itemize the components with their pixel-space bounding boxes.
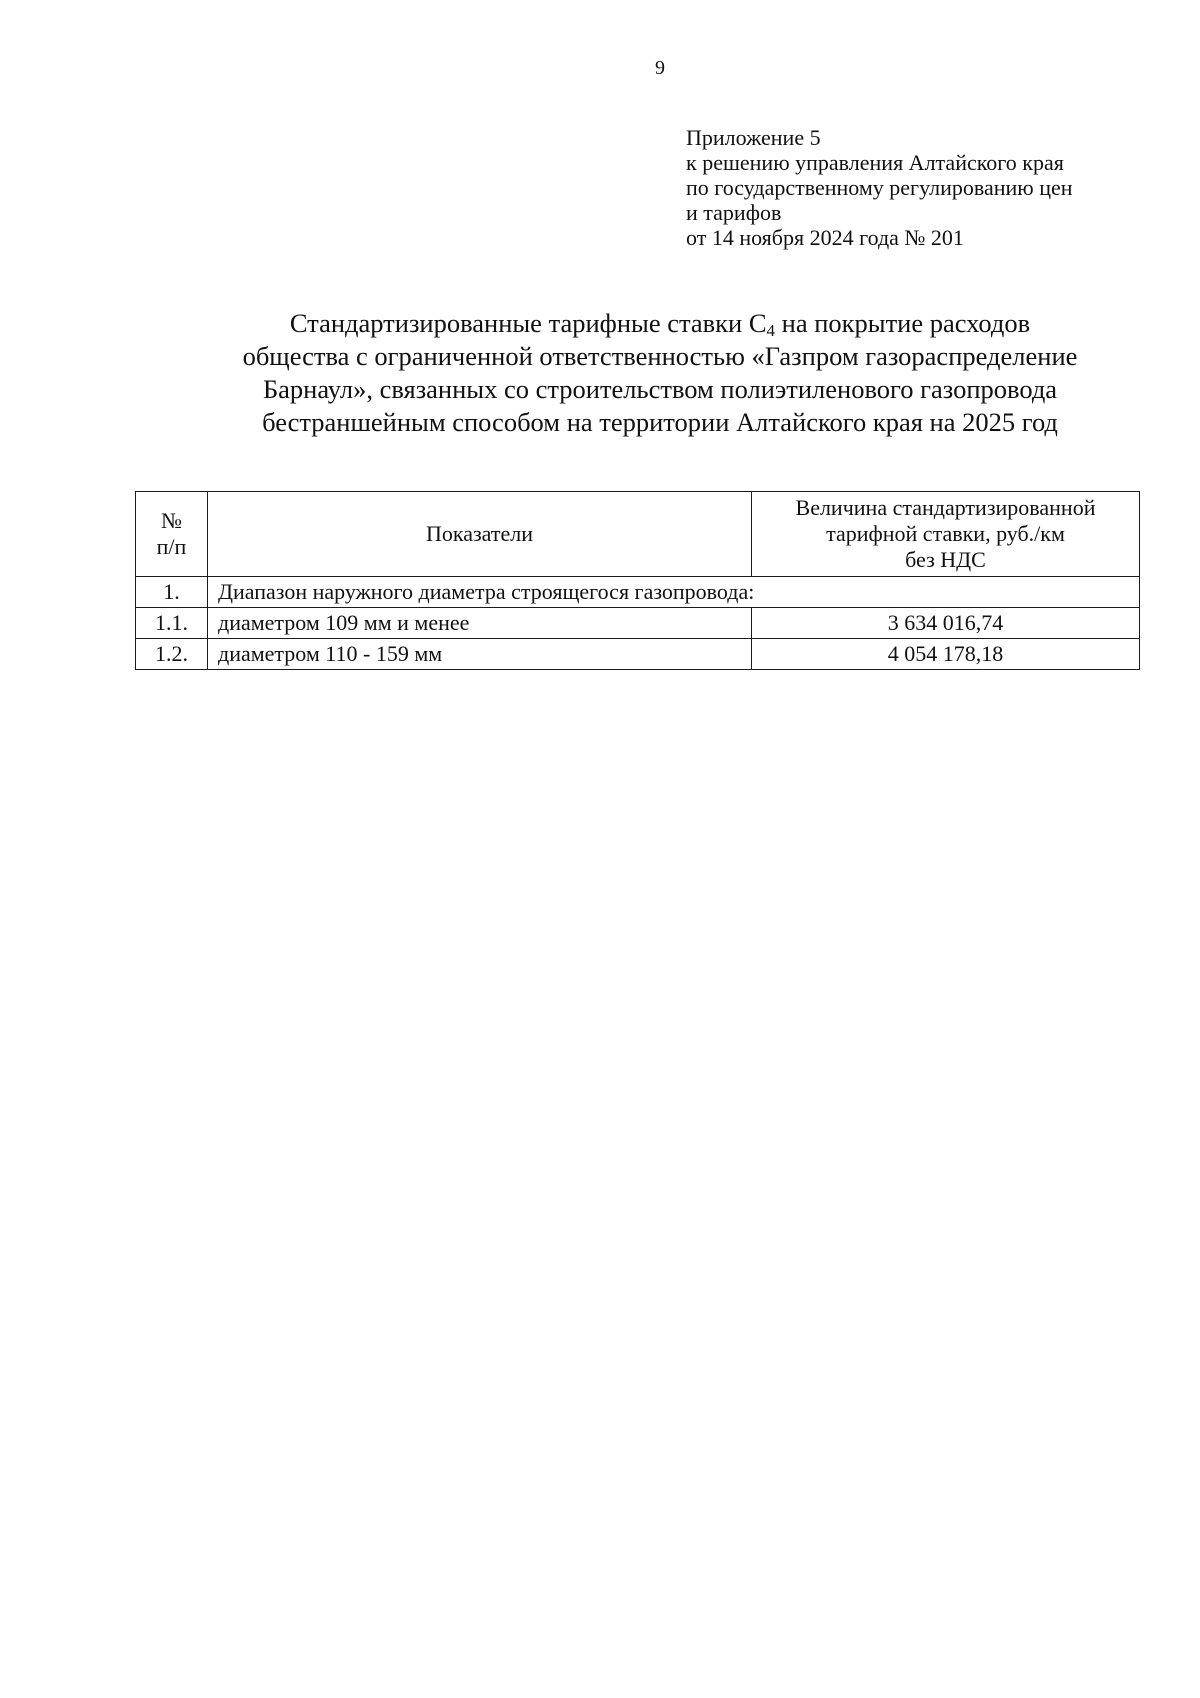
table-row: [136, 639, 1140, 670]
table-row: [136, 608, 1140, 639]
title-line: Барнаул», связанных со строительством полиэтиленового газопровода: [262, 374, 1058, 404]
appendix-line: Приложение 5: [686, 125, 821, 150]
title-line: бестраншейным способом на территории Алтайского края на 2025 год: [262, 407, 1058, 437]
section-label: Диапазон наружного диаметра строящегося газопровода:: [208, 577, 1140, 608]
table-section-row: [136, 577, 1140, 608]
appendix-line: от 14 ноября 2024 года № 201: [686, 225, 964, 250]
appendix-line: и тарифов: [686, 200, 782, 225]
appendix-block: [686, 125, 1073, 250]
header-indicator: Показатели: [208, 492, 752, 577]
row-label: диаметром 109 мм и менее: [208, 608, 752, 639]
row-value: 3 634 016,74: [752, 608, 1140, 639]
row-number: 1.: [136, 577, 208, 608]
subscript: 4: [766, 321, 776, 340]
row-value: 4 054 178,18: [752, 639, 1140, 670]
row-number: 1.1.: [136, 608, 208, 639]
document-title: [150, 307, 1170, 439]
title-line: общества с ограниченной ответственностью «Газпром газораспределение: [242, 341, 1078, 371]
appendix-line: к решению управления Алтайского края: [686, 150, 1064, 175]
title-line: Стандартизированные тарифные ставки $С_4$ на покрытие расходов: [289, 308, 1031, 340]
row-label: диаметром 110 - 159 мм: [208, 639, 752, 670]
appendix-line: по государственному регулированию цен: [686, 175, 1073, 200]
row-number: 1.2.: [136, 639, 208, 670]
header-value: Величина стандартизированной тарифной ставки, руб./км без НДС: [752, 492, 1140, 577]
page-number: 9: [655, 57, 665, 79]
header-num: № п/п: [136, 492, 208, 577]
table-header-row: [136, 492, 1140, 577]
tariff-table: [135, 491, 1140, 670]
